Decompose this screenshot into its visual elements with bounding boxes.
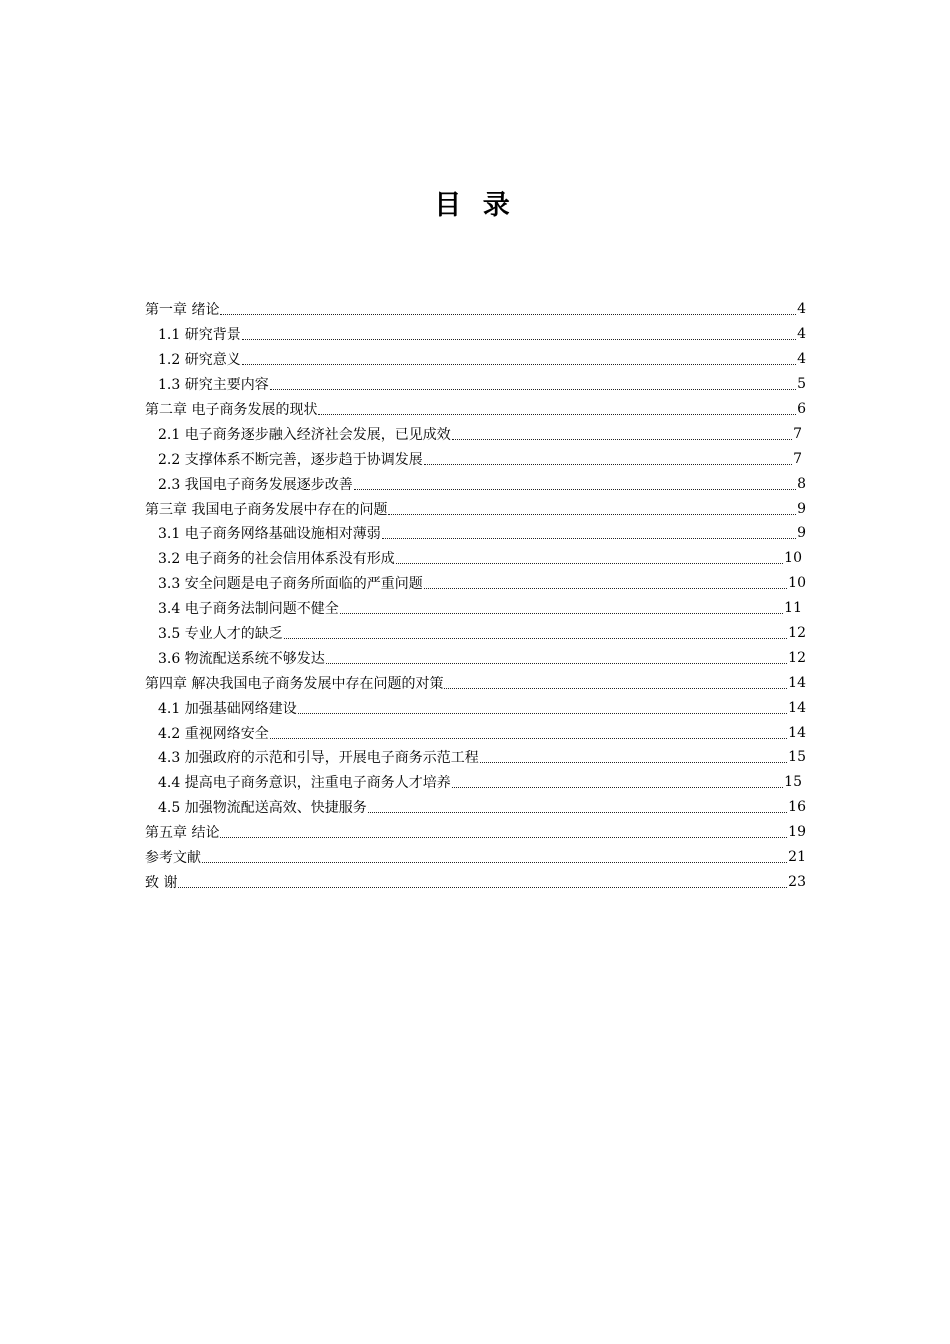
dot-leader bbox=[354, 488, 796, 490]
toc-entry-title: 2.3 我国电子商务发展逐步改善 bbox=[158, 476, 353, 493]
toc-entry[interactable] bbox=[145, 670, 806, 695]
toc-entry[interactable] bbox=[145, 869, 806, 894]
toc-entry-title: 1.1 研究背景 bbox=[158, 327, 241, 344]
toc-entry-page-number: 7 bbox=[793, 450, 802, 467]
toc-entry-title: 第一章 绪论 bbox=[145, 302, 220, 319]
toc-entry-page-number: 10 bbox=[784, 550, 802, 567]
dot-leader bbox=[480, 761, 787, 763]
toc-entry[interactable] bbox=[145, 546, 802, 571]
toc-entry[interactable] bbox=[145, 297, 806, 322]
toc-entry-title: 2.1 电子商务逐步融入经济社会发展，已见成效 bbox=[158, 426, 451, 443]
toc-entry-page-number: 8 bbox=[797, 475, 806, 492]
toc-entry-title: 第二章 电子商务发展的现状 bbox=[145, 402, 318, 418]
toc-entry[interactable] bbox=[145, 845, 806, 870]
toc-entry-title: 3.5 专业人才的缺乏 bbox=[158, 626, 283, 643]
toc-entry-page-number: 12 bbox=[788, 649, 806, 666]
dot-leader bbox=[298, 712, 787, 714]
toc-entry-title: 3.2 电子商务的社会信用体系没有形成 bbox=[158, 551, 395, 568]
toc-entry-page-number: 12 bbox=[788, 625, 806, 642]
toc-entry[interactable] bbox=[145, 745, 806, 770]
dot-leader bbox=[382, 537, 796, 539]
toc-entry-page-number: 5 bbox=[797, 376, 806, 393]
toc-entry-page-number: 16 bbox=[788, 799, 806, 816]
dot-leader bbox=[270, 737, 787, 739]
toc-entry-page-number: 23 bbox=[788, 873, 806, 890]
dot-leader bbox=[220, 836, 787, 838]
toc-entry-page-number: 6 bbox=[797, 401, 806, 417]
toc-entry[interactable] bbox=[145, 621, 806, 646]
toc-entry-page-number: 4 bbox=[797, 351, 806, 368]
page-title: 目 录 bbox=[434, 190, 516, 221]
dot-leader bbox=[424, 463, 792, 465]
dot-leader bbox=[368, 811, 787, 813]
toc-entry-title: 第五章 结论 bbox=[145, 825, 220, 842]
dot-leader bbox=[178, 886, 787, 888]
toc-entry-page-number: 21 bbox=[788, 849, 806, 866]
toc-entry[interactable] bbox=[145, 421, 802, 446]
toc-entry-page-number: 11 bbox=[784, 600, 802, 617]
toc-entry-title: 2.2 支撑体系不断完善，逐步趋于协调发展 bbox=[158, 451, 423, 468]
toc-entry[interactable] bbox=[145, 770, 802, 795]
toc-entry-title: 4.3 加强政府的示范和引导，开展电子商务示范工程 bbox=[158, 750, 479, 767]
toc-entry[interactable] bbox=[145, 397, 806, 422]
dot-leader bbox=[242, 363, 796, 365]
dot-leader bbox=[424, 587, 787, 589]
dot-leader bbox=[326, 662, 787, 664]
toc-entry-title: 1.2 研究意义 bbox=[158, 352, 241, 369]
toc-entry-title: 1.3 研究主要内容 bbox=[158, 377, 269, 394]
toc-entry-page-number: 9 bbox=[797, 500, 806, 517]
toc-entry[interactable] bbox=[145, 596, 802, 621]
toc-entry[interactable] bbox=[145, 471, 806, 496]
toc-entry-title: 3.3 安全问题是电子商务所面临的严重问题 bbox=[158, 576, 423, 593]
dot-leader bbox=[284, 637, 787, 639]
dot-leader bbox=[242, 338, 796, 340]
toc-entry-page-number: 15 bbox=[784, 774, 802, 791]
dot-leader bbox=[396, 562, 783, 564]
toc-entry-page-number: 15 bbox=[788, 749, 806, 766]
toc-entry-title: 致 谢 bbox=[145, 874, 178, 891]
toc-entry-page-number: 9 bbox=[797, 525, 806, 542]
dot-leader bbox=[220, 313, 796, 315]
toc-entry-title: 4.4 提高电子商务意识，注重电子商务人才培养 bbox=[158, 775, 451, 792]
toc-entry-title: 第四章 解决我国电子商务发展中存在问题的对策 bbox=[145, 675, 444, 692]
dot-leader bbox=[270, 388, 796, 390]
toc-entry-title: 3.1 电子商务网络基础设施相对薄弱 bbox=[158, 526, 381, 543]
toc-entry[interactable] bbox=[145, 645, 806, 670]
toc-entry[interactable] bbox=[145, 720, 806, 745]
toc-entry[interactable] bbox=[145, 695, 806, 720]
dot-leader bbox=[444, 687, 787, 689]
dot-leader bbox=[318, 413, 796, 415]
toc-entry-title: 4.2 重视网络安全 bbox=[158, 725, 269, 742]
toc-entry[interactable] bbox=[145, 521, 806, 546]
toc-entry-title: 3.4 电子商务法制问题不健全 bbox=[158, 601, 339, 618]
toc-entry-page-number: 14 bbox=[788, 674, 806, 691]
dot-leader bbox=[202, 861, 787, 863]
toc-entry-page-number: 14 bbox=[788, 724, 806, 741]
dot-leader bbox=[340, 612, 783, 614]
toc-entry-page-number: 7 bbox=[793, 425, 802, 442]
toc-entry[interactable] bbox=[145, 446, 802, 471]
toc-entry-title: 3.6 物流配送系统不够发达 bbox=[158, 650, 325, 667]
toc-entry-page-number: 10 bbox=[788, 575, 806, 592]
toc-entry-title: 4.5 加强物流配送高效、快捷服务 bbox=[158, 800, 367, 817]
toc-entry-title: 第三章 我国电子商务发展中存在的问题 bbox=[145, 501, 388, 518]
dot-leader bbox=[452, 786, 783, 788]
toc-entry[interactable] bbox=[145, 322, 806, 347]
table-of-contents bbox=[145, 297, 815, 894]
dot-leader bbox=[452, 438, 792, 440]
toc-entry-page-number: 4 bbox=[797, 301, 806, 318]
toc-entry[interactable] bbox=[145, 571, 806, 596]
toc-entry[interactable] bbox=[145, 372, 806, 397]
toc-entry-title: 4.1 加强基础网络建设 bbox=[158, 700, 297, 717]
toc-entry-title: 参考文献 bbox=[145, 850, 201, 867]
toc-entry[interactable] bbox=[145, 795, 806, 820]
toc-entry-page-number: 19 bbox=[788, 824, 806, 841]
toc-entry[interactable] bbox=[145, 820, 806, 845]
toc-entry[interactable] bbox=[145, 496, 806, 521]
toc-entry[interactable] bbox=[145, 347, 806, 372]
dot-leader bbox=[388, 513, 796, 515]
toc-entry-page-number: 4 bbox=[797, 326, 806, 343]
toc-entry-page-number: 14 bbox=[788, 699, 806, 716]
